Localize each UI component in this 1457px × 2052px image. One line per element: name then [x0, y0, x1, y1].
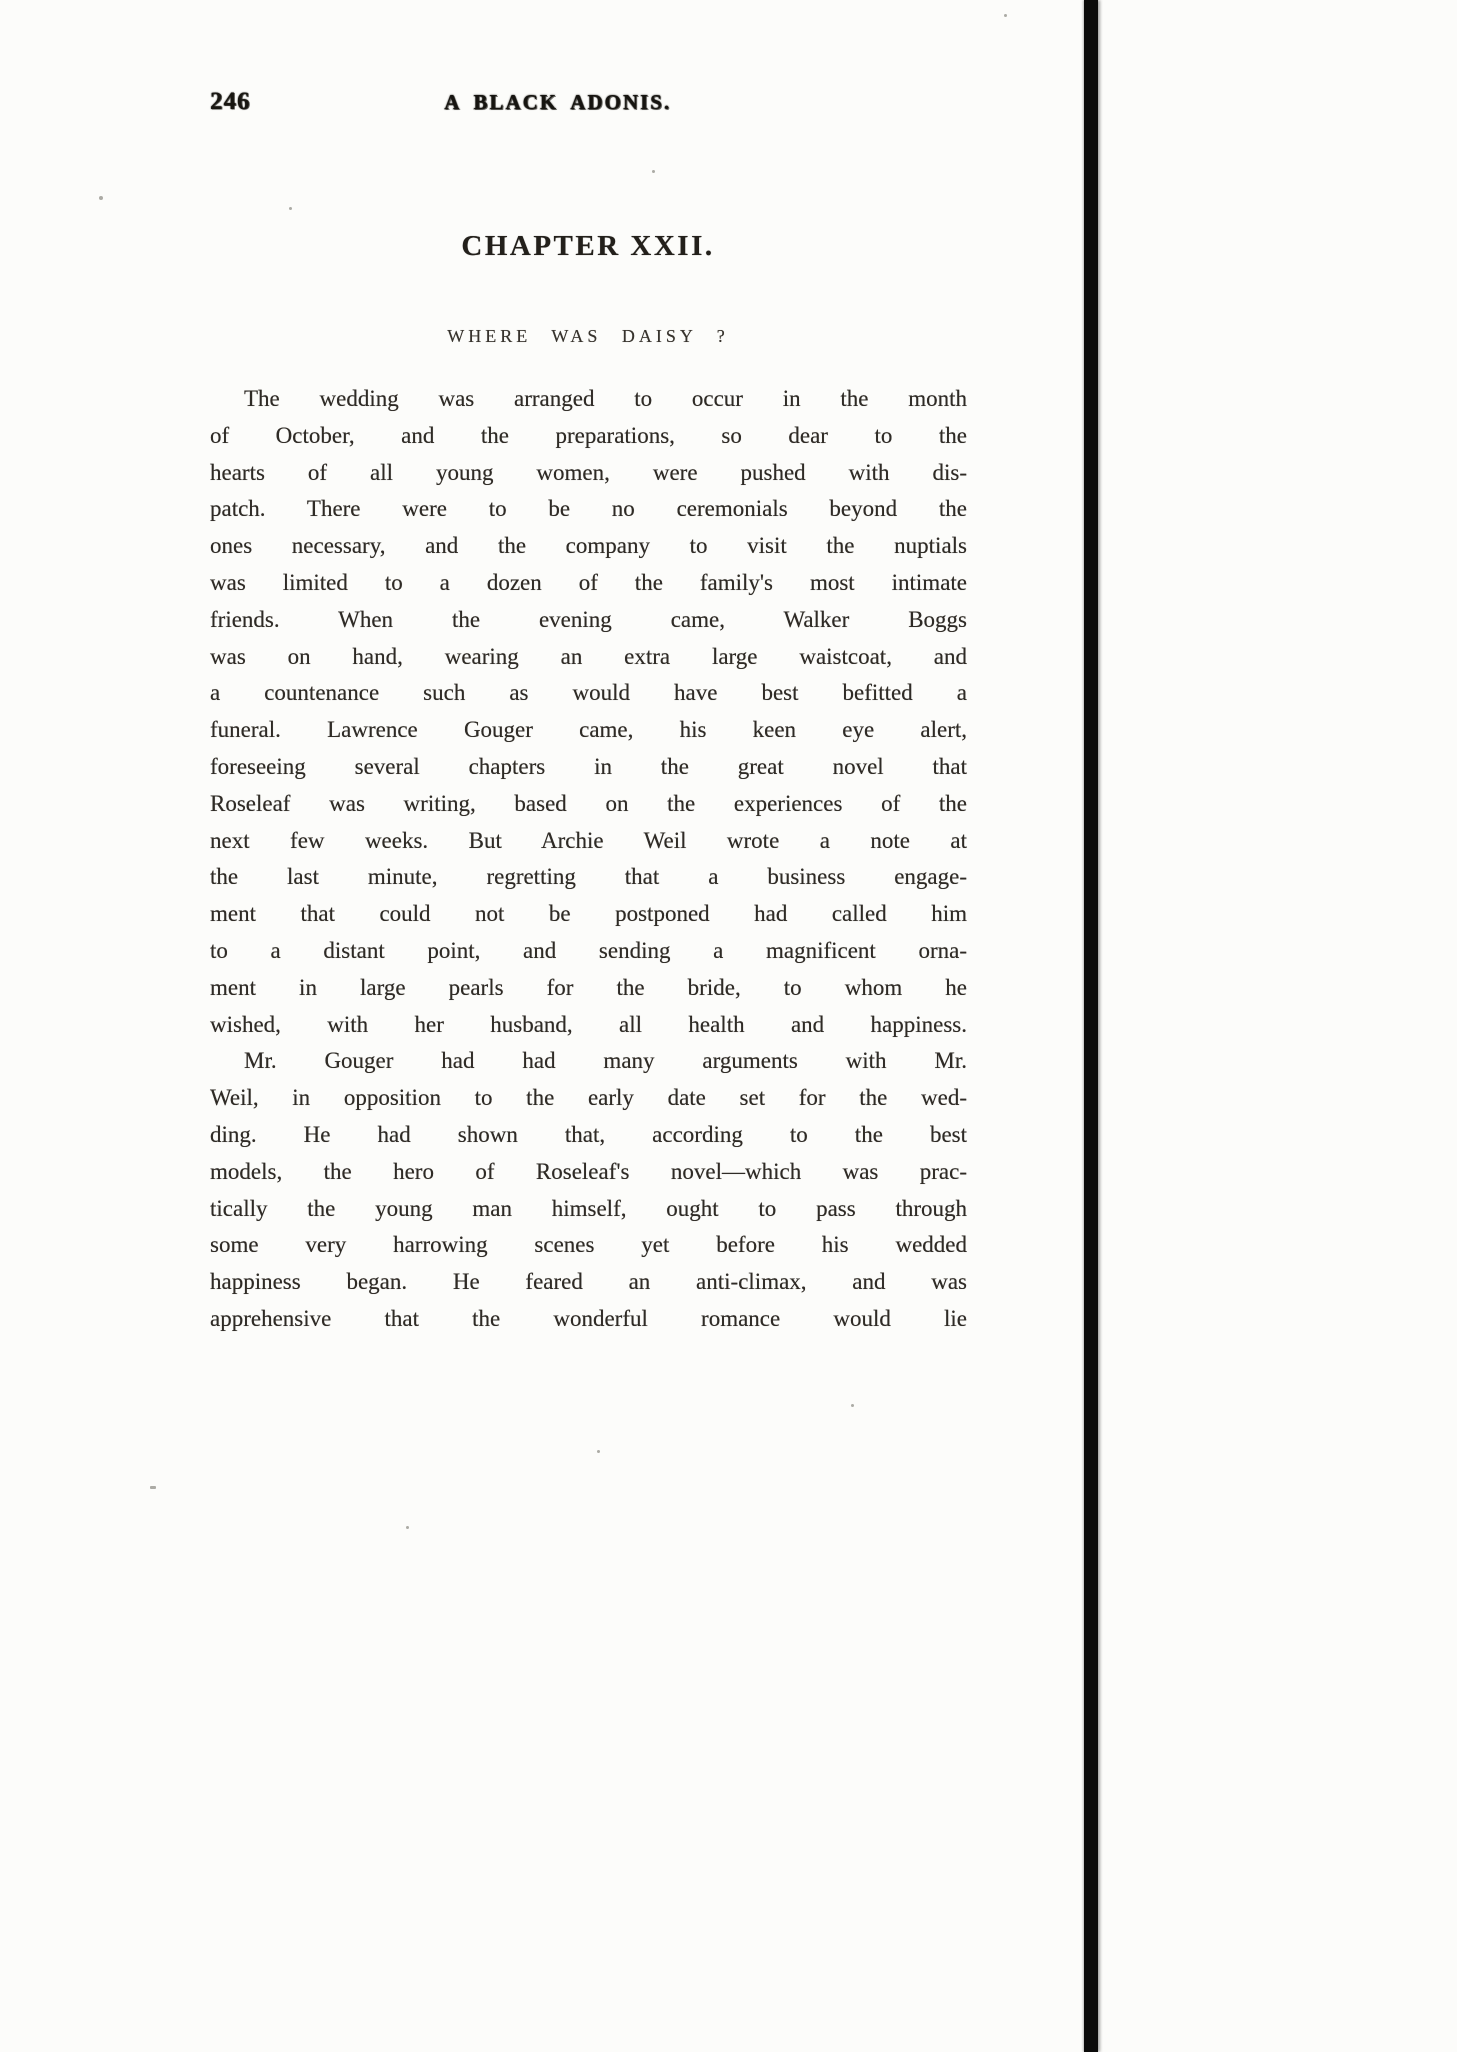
text-line: Mr. Gouger had had many arguments with Mr.	[244, 1048, 967, 1074]
running-title: A BLACK ADONIS.	[444, 90, 672, 114]
body-text	[210, 381, 967, 1338]
text-line: ones necessary, and the company to visit the nuptials	[210, 533, 967, 559]
text-line: ding. He had shown that, according to the best	[210, 1121, 967, 1147]
text-line: ment in large pearls for the bride, to whom he	[210, 974, 967, 1000]
text-line: friends. When the evening came, Walker Boggs	[210, 606, 967, 632]
scan-speck	[99, 196, 103, 200]
text-line: next few weeks. But Archie Weil wrote a note at	[210, 827, 967, 853]
text-line: was on hand, wearing an extra large waistcoat, and	[210, 643, 967, 669]
paragraph	[210, 1043, 967, 1337]
scan-speck	[652, 170, 655, 173]
text-line: Roseleaf was writing, based on the experiences of the	[210, 790, 967, 816]
paragraph	[210, 381, 967, 1043]
text-line: to a distant point, and sending a magnificent orna-	[210, 937, 967, 963]
text-line: funeral. Lawrence Gouger came, his keen eye alert,	[210, 717, 967, 743]
page-header	[210, 88, 966, 128]
scan-speck	[406, 1526, 409, 1529]
text-line: apprehensive that the wonderful romance would lie	[210, 1305, 967, 1331]
text-line: ment that could not be postponed had called him	[210, 901, 967, 927]
text-line: foreseeing several chapters in the great novel that	[210, 753, 967, 779]
chapter-subtitle: WHERE WAS DAISY ?	[447, 326, 729, 346]
text-line: models, the hero of Roseleaf's novel—which was prac-	[210, 1158, 967, 1184]
scan-speck	[150, 1486, 156, 1489]
text-line: some very harrowing scenes yet before his wedded	[210, 1232, 967, 1258]
text-line: patch. There were to be no ceremonials beyond the	[210, 496, 967, 522]
scan-speck	[851, 1404, 854, 1407]
scan-speck	[289, 207, 292, 210]
text-line: a countenance such as would have best befitted a	[210, 680, 967, 706]
text-line: of October, and the preparations, so dear to the	[210, 422, 967, 448]
text-line: the last minute, regretting that a business engage-	[210, 864, 967, 890]
text-line: was limited to a dozen of the family's most intimate	[210, 569, 967, 595]
text-line: wished, with her husband, all health and happiness.	[210, 1011, 967, 1037]
scan-speck	[1004, 14, 1007, 17]
text-line: tically the young man himself, ought to pass through	[210, 1195, 967, 1221]
text-line: Weil, in opposition to the early date set for the wed-	[210, 1085, 967, 1111]
text-line: The wedding was arranged to occur in the month	[244, 386, 967, 411]
binding-shadow	[1084, 0, 1098, 2052]
chapter-heading: CHAPTER XXII.	[461, 230, 715, 262]
page-number: 246	[210, 88, 251, 115]
text-line: happiness began. He feared an anti-climax, and was	[210, 1269, 967, 1295]
text-line: hearts of all young women, were pushed with dis-	[210, 459, 967, 485]
scan-speck	[597, 1450, 600, 1453]
